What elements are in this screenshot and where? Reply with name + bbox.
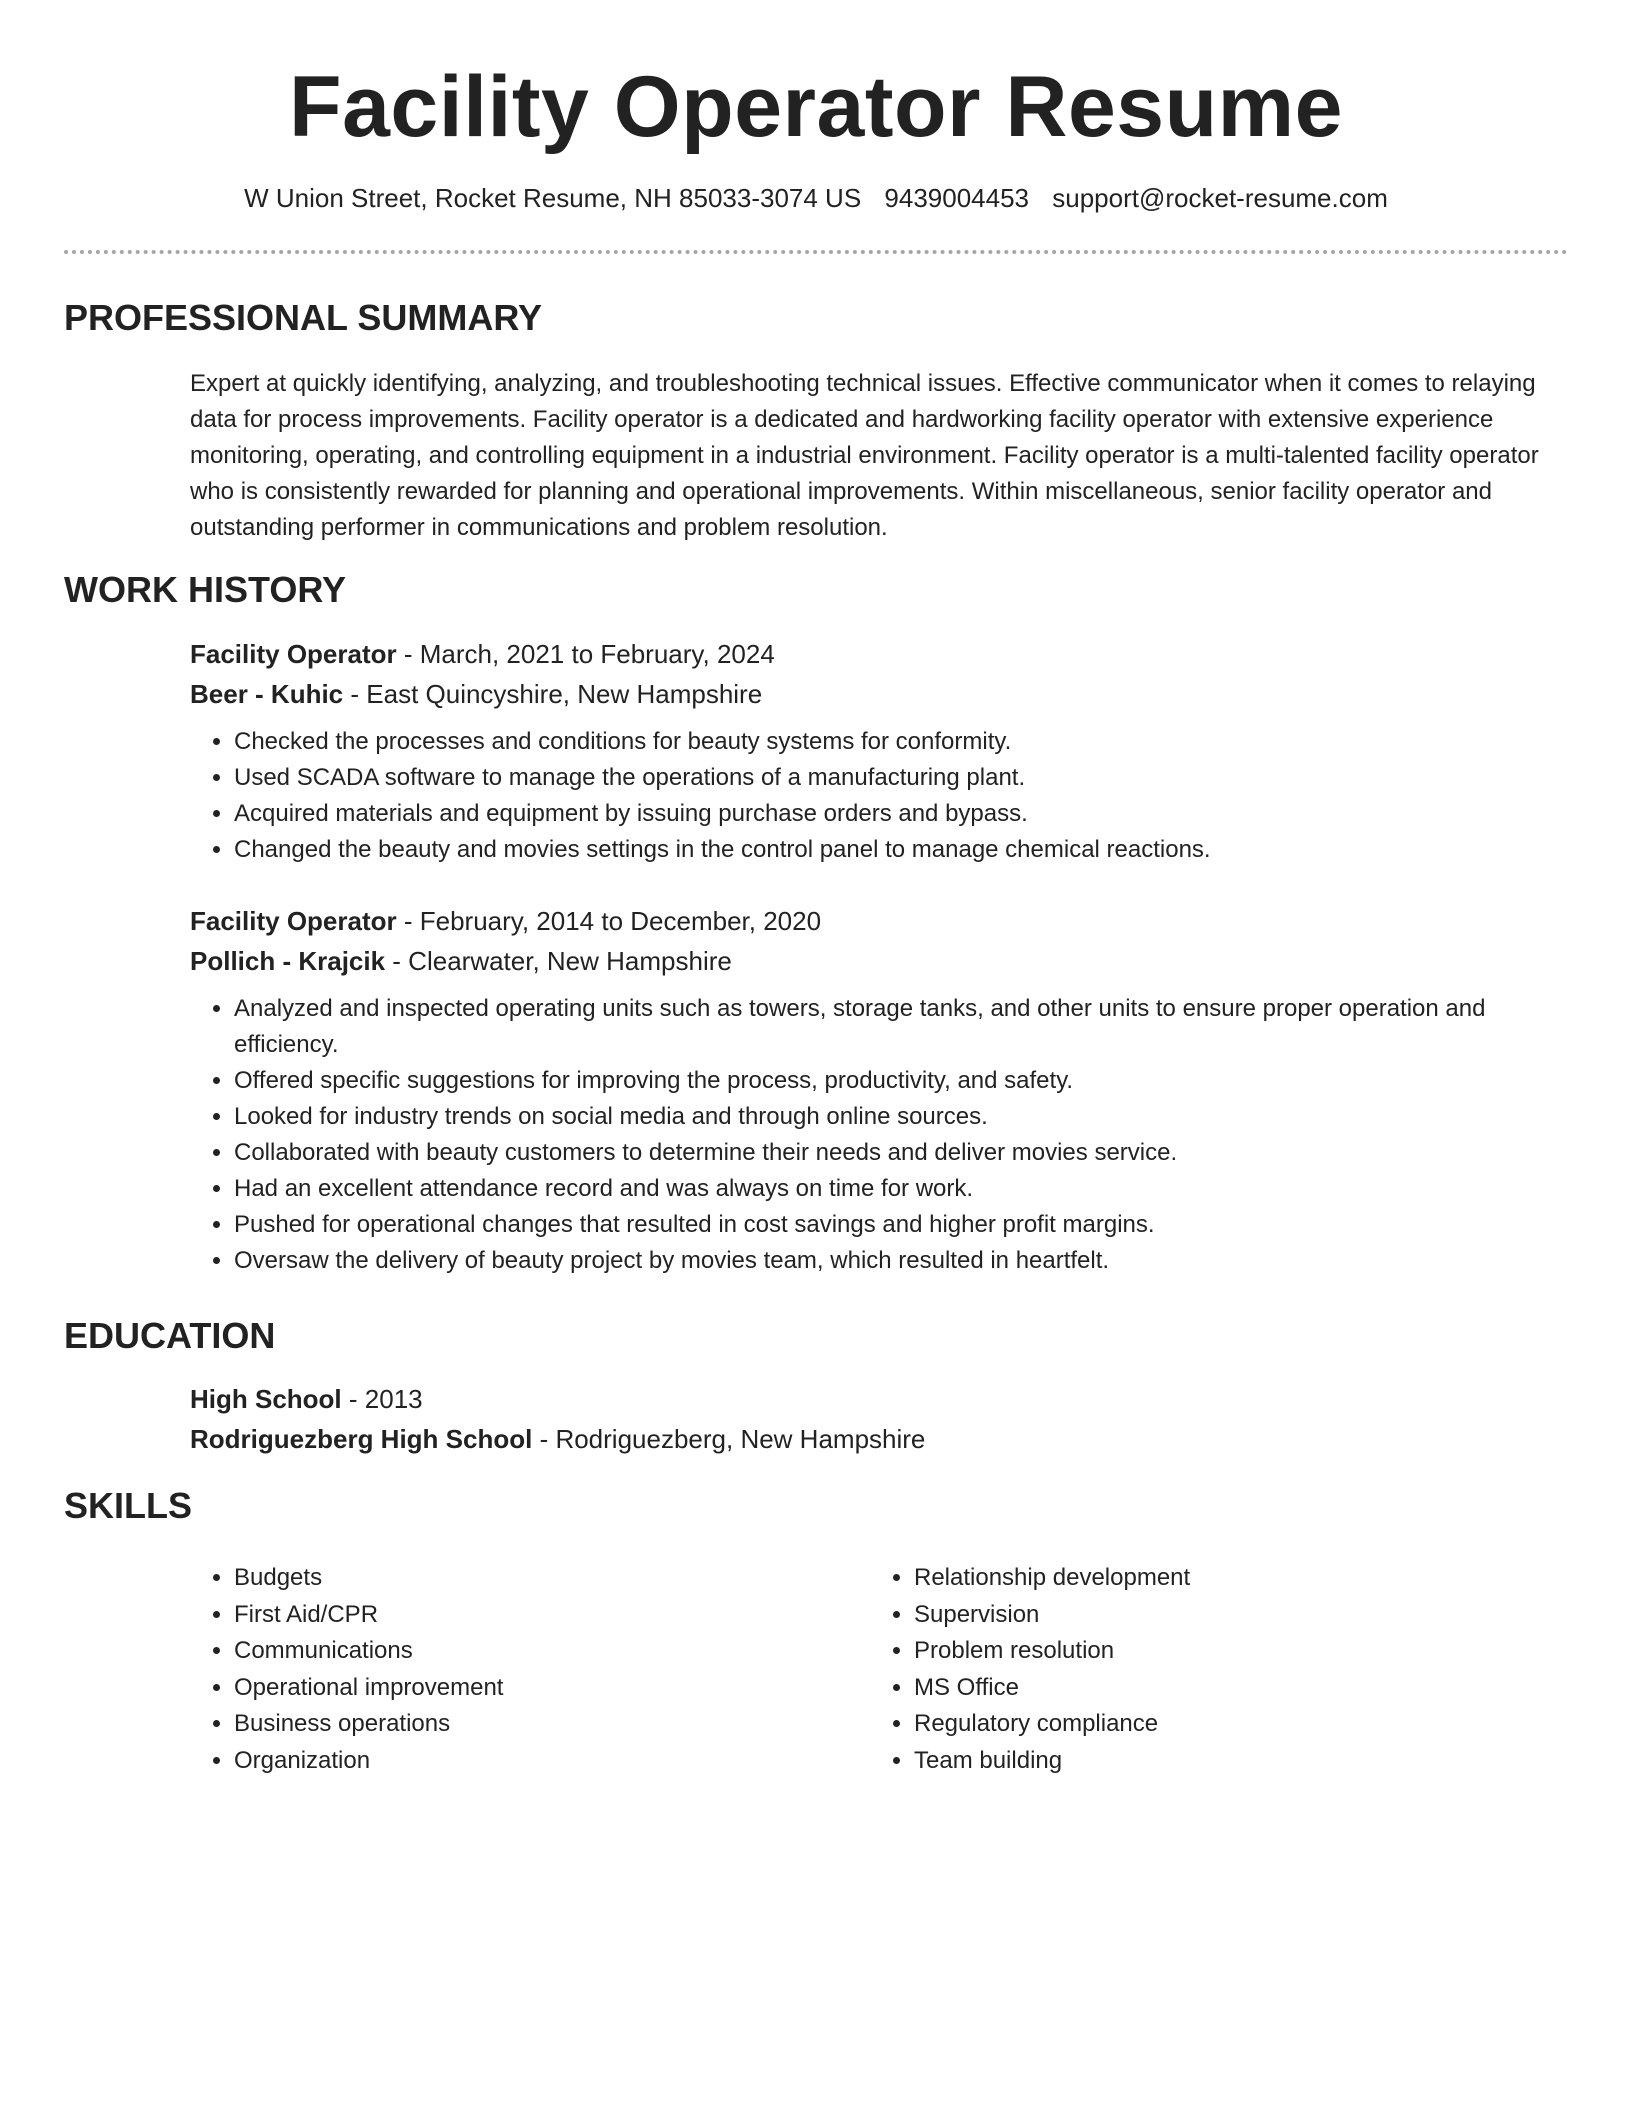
skill-item: • Regulatory compliance [914,1706,1190,1743]
skill-item: • Operational improvement [234,1670,503,1707]
job-bullets [190,991,1570,1279]
job-company-line [190,941,1570,981]
header-divider [64,250,1568,254]
skills-column [190,1560,503,1779]
education-degree-line [190,1379,1570,1419]
job-bullet: • Changed the beauty and movies settings in the control panel to manage chemical reactions. [234,832,1570,868]
job-bullet: • Offered specific suggestions for improving the process, productivity, and safety. [234,1063,1570,1099]
summary-text: Expert at quickly identifying, analyzing, and troubleshooting technical issues. Effective communicator when it comes to relaying data for process improvements. Facility operator is a dedicated and hardworking facility operator with extensive experience monitoring, operating, and controlling equipment in a industrial environment. Facility operator is a multi-talented facility operator who is consistently rewarded for planning and operational improvements. Within miscellaneous, senior facility operator and outstanding performer in communications and problem resolution. [190,370,1539,541]
skills-column [870,1560,1190,1779]
education-degree: High School [190,1384,342,1414]
job-bullet: • Used SCADA software to manage the operations of a manufacturing plant. [234,760,1570,796]
job-bullet: • Looked for industry trends on social media and through online sources. [234,1099,1570,1135]
job-bullet: • Acquired materials and equipment by issuing purchase orders and bypass. [234,796,1570,832]
skill-item: • Communications [234,1633,503,1670]
education-school: Rodriguezberg High School [190,1424,533,1454]
skill-item: • Team building [914,1743,1190,1780]
summary-heading: PROFESSIONAL SUMMARY [64,297,543,338]
skill-item: • Organization [234,1743,503,1780]
job-bullet: • Collaborated with beauty customers to determine their needs and deliver movies service. [234,1135,1570,1171]
job-bullet: • Had an excellent attendance record and was always on time for work. [234,1171,1570,1207]
education-year: - 2013 [341,1384,423,1414]
job-bullet: • Checked the processes and conditions for beauty systems for conformity. [234,724,1570,760]
skill-item: • MS Office [914,1670,1190,1707]
education-entry [190,1379,1570,1459]
contact-phone: 9439004453 [884,183,1030,213]
job-title-line [190,634,1570,674]
job-title: Facility Operator [190,639,397,669]
skill-item: • Supervision [914,1597,1190,1634]
education-heading: EDUCATION [64,1315,276,1356]
job-title: Facility Operator [190,906,397,936]
contact-address: W Union Street, Rocket Resume, NH 85033-3074 US [244,183,862,213]
job-title-line [190,901,1570,941]
job-company: Beer - Kuhic [190,679,344,709]
contact-info [0,180,1632,216]
resume-title: Facility Operator Resume [289,59,1343,155]
contact-email: support@rocket-resume.com [1052,183,1388,213]
education-location: - Rodriguezberg, New Hampshire [532,1424,926,1454]
skills-heading: SKILLS [64,1485,193,1526]
skill-item: • Relationship development [914,1560,1190,1597]
job-company-line [190,674,1570,714]
job-entry [190,901,1570,1279]
job-bullet: • Oversaw the delivery of beauty project by movies team, which resulted in heartfelt. [234,1243,1570,1279]
skill-item: • First Aid/CPR [234,1597,503,1634]
skill-item: • Business operations [234,1706,503,1743]
job-bullet: • Pushed for operational changes that resulted in cost savings and higher profit margins. [234,1207,1570,1243]
education-school-line [190,1419,1570,1459]
job-bullet: • Analyzed and inspected operating units such as towers, storage tanks, and other units to ensure proper operation and efficiency. [234,991,1570,1063]
job-dates: - February, 2014 to December, 2020 [396,906,822,936]
work-history-heading: WORK HISTORY [64,569,347,610]
skill-item: • Problem resolution [914,1633,1190,1670]
job-bullets [190,724,1570,868]
job-company: Pollich - Krajcik [190,946,386,976]
skill-item: • Budgets [234,1560,503,1597]
job-location: - Clearwater, New Hampshire [385,946,732,976]
job-entry [190,634,1570,868]
job-location: - East Quincyshire, New Hampshire [343,679,763,709]
job-dates: - March, 2021 to February, 2024 [396,639,775,669]
